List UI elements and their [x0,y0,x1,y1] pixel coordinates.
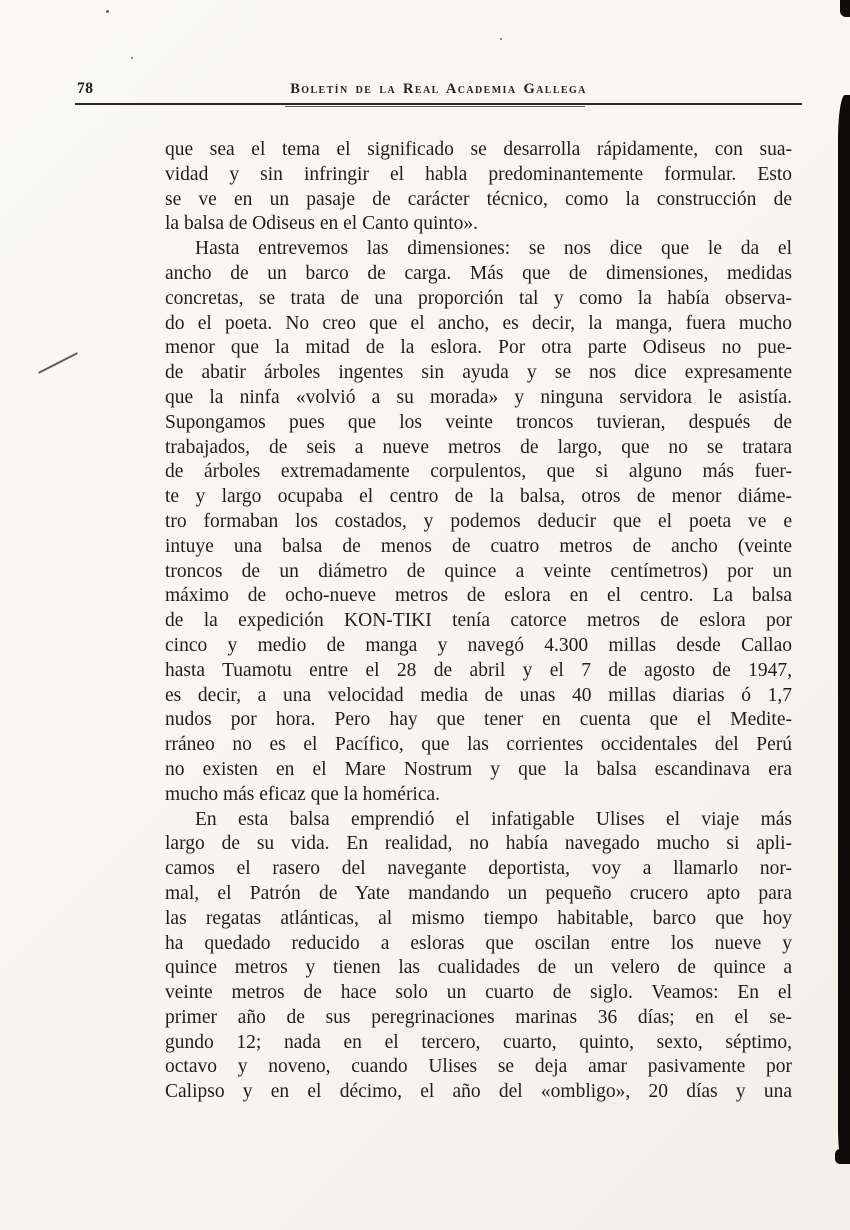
text-line: trabajados, de seis a nueve metros de largo, que no se tratara [165,436,792,458]
text-line: tro formaban los costados, y podemos deducir que el poeta ve e [165,510,792,532]
text-line: la balsa de Odiseus en el Canto quinto». [165,213,479,235]
text-line: menor que la mitad de la eslora. Por otra parte Odiseus no pue- [165,337,792,359]
text-line: hasta Tuamotu entre el 28 de abril y el 7 de agosto de 1947, [165,659,792,681]
scan-corner-mark-bottom [835,1149,850,1164]
text-line: rráneo no es el Pacífico, que las corrientes occidentales del Perú [165,734,792,756]
text-line: las regatas atlánticas, al mismo tiempo habitable, barco que hoy [165,907,792,929]
margin-pen-mark [38,352,78,374]
text-line: do el poeta. No creo que el ancho, es decir, la manga, fuera mucho [165,312,792,334]
text-line: máximo de ocho-nueve metros de eslora en el centro. La balsa [165,585,792,607]
text-block [165,138,792,1105]
text-line: veinte metros de hace solo un cuarto de siglo. Veamos: En el [165,982,792,1004]
text-line: te y largo ocupaba el centro de la balsa, otros de menor diáme- [165,486,792,508]
text-line: que la ninfa «volvió a su morada» y ninguna servidora le asistía. [165,386,792,408]
text-line: mucho más eficaz que la homérica. [165,783,441,805]
text-line: que sea el tema el significado se desarrolla rápidamente, con sua- [165,139,792,160]
text-line: cinco y medio de manga y navegó 4.300 millas desde Callao [165,634,792,656]
paragraph [165,138,792,237]
header-rule [75,103,802,105]
page-number: 78 [77,80,94,97]
text-line: Calipso y en el décimo, el año del «ombligo», 20 días y una [165,1081,792,1103]
text-line: intuye una balsa de menos de cuatro metros de ancho (veinte [165,535,792,557]
text-line: En esta balsa emprendió el infatigable Ulises el viaje más [195,808,792,830]
scan-corner-mark-top [840,0,850,17]
text-line: Hasta entrevemos las dimensiones: se nos dice que le da el [195,238,792,260]
text-line: no existen en el Mare Nostrum y que la balsa escandinava era [165,758,792,780]
scan-speck [106,10,109,13]
text-line: primer año de sus peregrinaciones marinas 36 días; en el se- [165,1006,792,1028]
text-line: camos el rasero del navegante deportista, voy a llamarlo nor- [165,858,792,880]
text-line: de la expedición KON-TIKI tenía catorce metros de eslora por [165,610,792,632]
scan-speck [500,38,502,40]
text-line: troncos de un diámetro de quince a veinte centímetros) por un [165,560,792,582]
text-line: de abatir árboles ingentes sin ayuda y se nos dice expresamente [165,362,792,384]
paragraph [165,808,792,1106]
text-line: gundo 12; nada en el tercero, cuarto, quinto, sexto, séptimo, [165,1031,792,1053]
journal-title: Boletín de la Real Academia Gallega [290,81,587,97]
text-line: es decir, a una velocidad media de unas 40 millas diarias ó 1,7 [165,684,792,706]
text-line: quince metros y tienen las cualidades de un velero de quince a [165,957,792,979]
text-line: largo de su vida. En realidad, no había navegado mucho si apli- [165,833,792,855]
text-line: nudos por hora. Pero hay que tener en cuenta que el Medite- [165,709,792,731]
text-line: Supongamos pues que los veinte troncos tuvieran, después de [165,411,792,433]
text-line: de árboles extremadamente corpulentos, que si alguno más fuer- [165,461,792,483]
page-header [75,78,802,100]
paragraph [165,237,792,807]
text-line: se ve en un pasaje de carácter técnico, como la construcción de [165,188,792,210]
text-line: concretas, se trata de una proporción tal y como la había observa- [165,287,792,309]
text-line: vidad y sin infringir el habla predominantemente formular. Esto [165,163,792,185]
text-line: ha quedado reducido a esloras que oscilan entre los nueve y [165,932,792,954]
text-line: mal, el Patrón de Yate mandando un pequeño crucero apto para [165,882,792,904]
text-line: ancho de un barco de carga. Más que de dimensiones, medidas [165,262,792,284]
text-line: octavo y noveno, cuando Ulises se deja amar pasivamente por [165,1056,792,1078]
scan-edge-artifact [838,95,850,1163]
scan-speck [131,57,133,59]
